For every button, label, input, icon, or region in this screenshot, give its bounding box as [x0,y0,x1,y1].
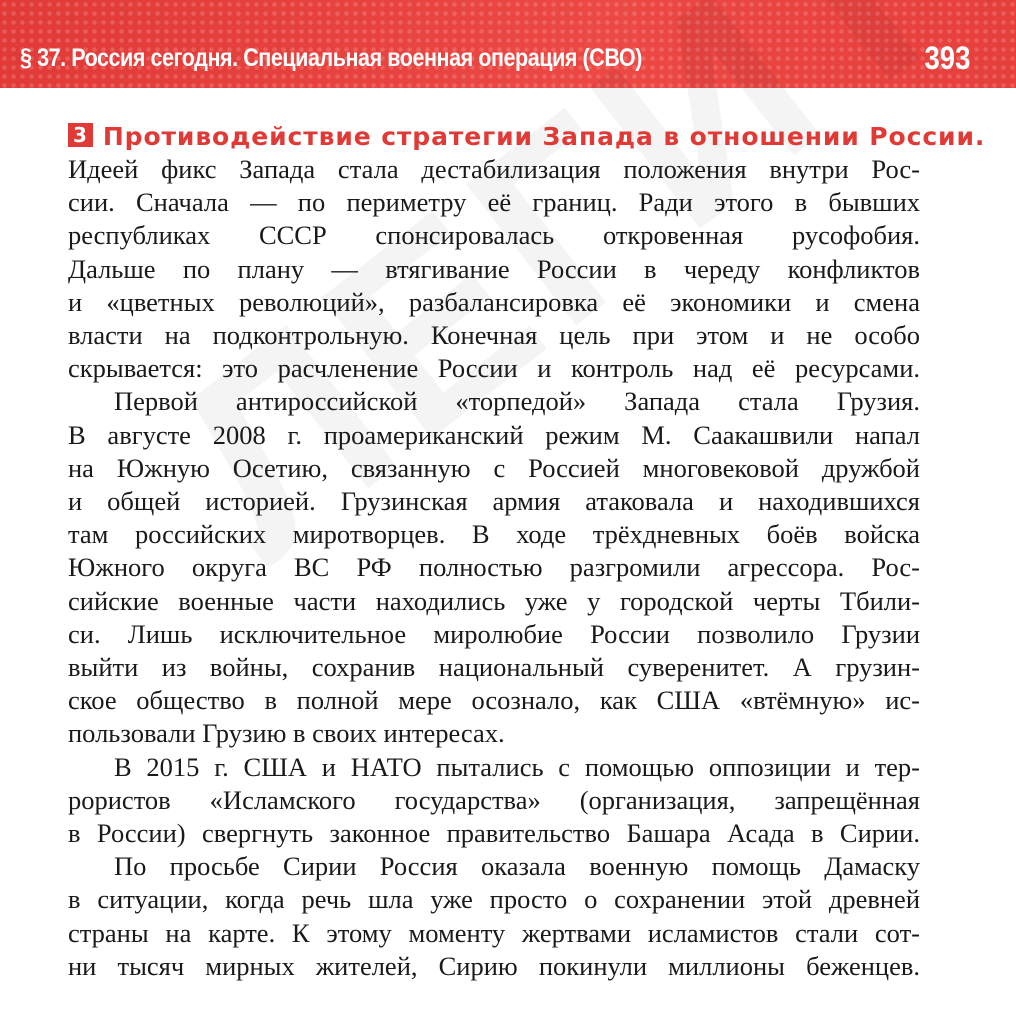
text-line: Первой антироссийской «торпедой» Запада стала Грузия. [114,386,920,417]
section-heading-text: Противодействие стратегии Запада в отношении России. [102,122,986,151]
text-line: В августе 2008 г. проамериканский режим М. Саакашвили напал [68,419,920,450]
paragraph-3 [68,751,920,851]
text-line: там российских миротворцев. В ходе трёхдневных боёв войска [68,519,920,550]
text-line: ское общество в полной мере осознало, как США «втёмную» ис- [68,685,920,716]
text-line: и общей историей. Грузинская армия атаковала и находившихся [68,486,920,517]
chapter-title: § 37. Россия сегодня. Специальная военная операция (СВО) [20,44,642,72]
page-number: 393 [924,40,970,76]
section-number-badge: 3 [68,123,93,147]
text-line: си. Лишь исключительное миролюбие России позволило Грузии [68,618,920,649]
page-header [0,0,1016,88]
page-body [68,120,986,983]
text-line: в ситуации, когда речь шла уже просто о сохранении этой древней [68,884,920,915]
text-line: сийские военные части находились уже у городской черты Тбили- [68,585,920,616]
text-line: рористов «Исламского государства» (организация, запрещённая [68,784,920,815]
text-line: По просьбе Сирии Россия оказала военную помощь Дамаску [114,851,920,882]
text-line: Южного округа ВС РФ полностью разгромили агрессора. Рос- [68,552,920,583]
text-line: Идеей фикс Запада стала дестабилизация положения внутри Рос- [68,154,920,184]
text-line: сии. Сначала — по периметру её границ. Ради этого в бывших [68,187,920,218]
paragraph-4 [68,850,920,983]
text-line: В 2015 г. США и НАТО пытались с помощью оппозиции и тер- [114,751,920,782]
text-line: пользовали Грузию в своих интересах. [68,718,505,749]
text-line: Дальше по плану — втягивание России в череду конфликтов [68,253,920,284]
text-line: республиках СССР спонсировалась откровенная русофобия. [68,220,920,251]
text-line: выйти из войны, сохранив национальный суверенитет. А грузин- [68,652,920,683]
text-line: ни тысяч мирных жителей, Сирию покинули миллионы беженцев. [68,950,920,981]
text-line: на Южную Осетию, связанную с Россией многовековой дружбой [68,452,920,483]
paragraph-1 [68,153,920,385]
text-line: скрывается: это расчленение России и контроль над её ресурсами. [68,353,920,384]
section-heading [68,120,986,153]
text-line: и «цветных революций», разбалансировка её экономики и смена [68,286,920,317]
text-line: власти на подконтрольную. Конечная цель при этом и не особо [68,320,920,351]
paragraph-2 [68,385,920,750]
text-line: страны на карте. К этому моменту жертвами исламистов стали сот- [68,917,920,948]
text-line: в России) свергнуть законное правительство Башара Асада в Сирии. [68,818,920,849]
